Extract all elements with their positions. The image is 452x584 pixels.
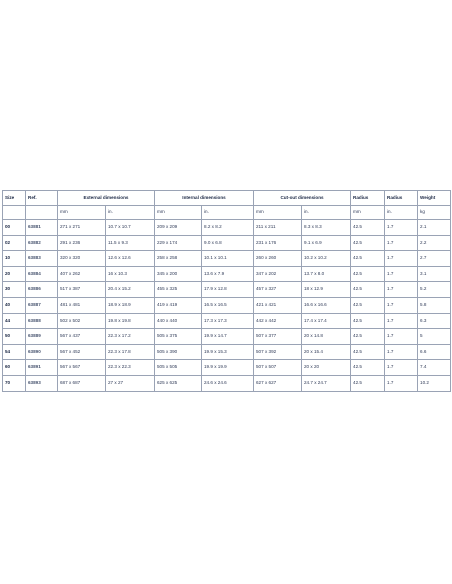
cell-ref: 63886 <box>26 282 58 298</box>
cell-external-in: 16 x 10.3 <box>106 266 155 282</box>
unit-cutout-in: in. <box>302 206 351 220</box>
cell-radius-in: 1.7 <box>385 375 418 391</box>
cell-internal-mm: 229 x 174 <box>155 235 202 251</box>
cell-radius-in: 1.7 <box>385 282 418 298</box>
cell-cutout-in: 10.2 x 10.2 <box>302 251 351 267</box>
cell-internal-mm: 209 x 209 <box>155 220 202 236</box>
cell-radius-in: 1.7 <box>385 266 418 282</box>
header-internal-dimensions: Internal dimensions <box>155 191 254 206</box>
cell-ref: 63883 <box>26 251 58 267</box>
cell-weight: 6.6 <box>418 344 451 360</box>
header-cutout-dimensions: Cut-out dimensions <box>254 191 351 206</box>
cell-weight: 5 <box>418 329 451 345</box>
header-weight: Weight <box>418 191 451 206</box>
cell-radius-in: 1.7 <box>385 220 418 236</box>
cell-weight: 5.2 <box>418 282 451 298</box>
cell-cutout-mm: 507 x 507 <box>254 360 302 376</box>
cell-cutout-in: 18 x 12.9 <box>302 282 351 298</box>
cell-ref: 63893 <box>26 375 58 391</box>
cell-internal-in: 19.9 x 19.9 <box>202 360 254 376</box>
cell-cutout-mm: 507 x 377 <box>254 329 302 345</box>
table-row <box>3 251 451 267</box>
cell-cutout-mm: 457 x 327 <box>254 282 302 298</box>
cell-cutout-mm: 442 x 442 <box>254 313 302 329</box>
cell-external-mm: 567 x 437 <box>58 329 106 345</box>
header-size: Size <box>3 191 26 206</box>
cell-external-mm: 271 x 271 <box>58 220 106 236</box>
cell-cutout-mm: 211 x 211 <box>254 220 302 236</box>
cell-ref: 63891 <box>26 360 58 376</box>
unit-external-in: in. <box>106 206 155 220</box>
cell-ref: 63884 <box>26 266 58 282</box>
unit-cutout-mm: mm <box>254 206 302 220</box>
cell-cutout-in: 13.7 x 8.0 <box>302 266 351 282</box>
cell-radius-mm: 42.5 <box>351 344 385 360</box>
cell-cutout-in: 17.4 x 17.4 <box>302 313 351 329</box>
unit-external-mm: mm <box>58 206 106 220</box>
cell-radius-in: 1.7 <box>385 360 418 376</box>
cell-radius-in: 1.7 <box>385 313 418 329</box>
spec-table-container <box>2 190 450 392</box>
cell-weight: 2.1 <box>418 220 451 236</box>
cell-internal-in: 13.6 x 7.9 <box>202 266 254 282</box>
cell-size: 02 <box>3 235 26 251</box>
cell-ref: 63882 <box>26 235 58 251</box>
dimensions-table <box>2 190 451 392</box>
cell-external-mm: 567 x 452 <box>58 344 106 360</box>
cell-external-in: 27 x 27 <box>106 375 155 391</box>
table-row <box>3 344 451 360</box>
table-row <box>3 235 451 251</box>
cell-cutout-mm: 231 x 176 <box>254 235 302 251</box>
cell-external-in: 22.3 x 17.2 <box>106 329 155 345</box>
cell-cutout-mm: 260 x 260 <box>254 251 302 267</box>
cell-radius-mm: 42.5 <box>351 220 385 236</box>
cell-internal-in: 8.2 x 8.2 <box>202 220 254 236</box>
cell-internal-mm: 345 x 200 <box>155 266 202 282</box>
cell-external-in: 22.3 x 22.3 <box>106 360 155 376</box>
cell-size: 54 <box>3 344 26 360</box>
cell-internal-mm: 440 x 440 <box>155 313 202 329</box>
cell-cutout-mm: 421 x 421 <box>254 297 302 313</box>
cell-internal-in: 9.0 x 6.8 <box>202 235 254 251</box>
header-ref: Ref. <box>26 191 58 206</box>
table-row <box>3 375 451 391</box>
cell-internal-mm: 455 x 325 <box>155 282 202 298</box>
cell-radius-mm: 42.5 <box>351 282 385 298</box>
header-radius-in: Radius <box>385 191 418 206</box>
cell-weight: 7.4 <box>418 360 451 376</box>
cell-weight: 10.2 <box>418 375 451 391</box>
cell-cutout-in: 20 x 20 <box>302 360 351 376</box>
table-body <box>3 220 451 392</box>
cell-external-mm: 517 x 387 <box>58 282 106 298</box>
cell-internal-mm: 625 x 625 <box>155 375 202 391</box>
cell-radius-mm: 42.5 <box>351 235 385 251</box>
cell-weight: 6.3 <box>418 313 451 329</box>
cell-external-in: 12.6 x 12.6 <box>106 251 155 267</box>
unit-internal-in: in. <box>202 206 254 220</box>
cell-internal-mm: 258 x 258 <box>155 251 202 267</box>
cell-cutout-in: 20 x 14.8 <box>302 329 351 345</box>
cell-ref: 63887 <box>26 297 58 313</box>
cell-radius-mm: 42.5 <box>351 375 385 391</box>
cell-internal-in: 17.3 x 17.3 <box>202 313 254 329</box>
cell-cutout-in: 8.3 x 8.3 <box>302 220 351 236</box>
cell-external-in: 18.9 x 18.9 <box>106 297 155 313</box>
cell-external-mm: 567 x 567 <box>58 360 106 376</box>
units-row <box>3 206 451 220</box>
cell-ref: 63890 <box>26 344 58 360</box>
cell-weight: 2.2 <box>418 235 451 251</box>
cell-internal-in: 19.9 x 14.7 <box>202 329 254 345</box>
cell-internal-in: 24.6 x 24.6 <box>202 375 254 391</box>
cell-size: 20 <box>3 266 26 282</box>
header-radius-mm: Radius <box>351 191 385 206</box>
cell-cutout-mm: 347 x 202 <box>254 266 302 282</box>
cell-external-mm: 687 x 687 <box>58 375 106 391</box>
cell-external-mm: 481 x 481 <box>58 297 106 313</box>
cell-radius-in: 1.7 <box>385 235 418 251</box>
cell-size: 30 <box>3 282 26 298</box>
unit-internal-mm: mm <box>155 206 202 220</box>
cell-external-in: 10.7 x 10.7 <box>106 220 155 236</box>
table-row <box>3 297 451 313</box>
unit-radius-in: in. <box>385 206 418 220</box>
cell-cutout-in: 16.6 x 16.6 <box>302 297 351 313</box>
cell-radius-mm: 42.5 <box>351 297 385 313</box>
cell-external-mm: 291 x 236 <box>58 235 106 251</box>
cell-internal-mm: 505 x 505 <box>155 360 202 376</box>
cell-internal-mm: 505 x 390 <box>155 344 202 360</box>
cell-radius-mm: 42.5 <box>351 313 385 329</box>
table-row <box>3 282 451 298</box>
table-row <box>3 266 451 282</box>
cell-external-in: 22.3 x 17.8 <box>106 344 155 360</box>
cell-size: 00 <box>3 220 26 236</box>
cell-radius-in: 1.7 <box>385 251 418 267</box>
cell-size: 70 <box>3 375 26 391</box>
cell-external-mm: 502 x 502 <box>58 313 106 329</box>
table-row <box>3 220 451 236</box>
cell-external-in: 19.8 x 19.8 <box>106 313 155 329</box>
cell-size: 40 <box>3 297 26 313</box>
cell-radius-mm: 42.5 <box>351 251 385 267</box>
header-external-dimensions: External dimensions <box>58 191 155 206</box>
cell-size: 44 <box>3 313 26 329</box>
cell-external-in: 11.5 x 9.3 <box>106 235 155 251</box>
unit-radius-mm: mm <box>351 206 385 220</box>
cell-internal-in: 19.9 x 15.3 <box>202 344 254 360</box>
cell-cutout-mm: 627 x 627 <box>254 375 302 391</box>
cell-weight: 3.1 <box>418 266 451 282</box>
cell-internal-mm: 505 x 375 <box>155 329 202 345</box>
cell-radius-mm: 42.5 <box>351 266 385 282</box>
cell-weight: 2.7 <box>418 251 451 267</box>
unit-weight-kg: kg <box>418 206 451 220</box>
cell-ref: 63881 <box>26 220 58 236</box>
cell-ref: 63889 <box>26 329 58 345</box>
units-size-empty <box>3 206 26 220</box>
table-row <box>3 313 451 329</box>
cell-internal-mm: 419 x 419 <box>155 297 202 313</box>
cell-ref: 63888 <box>26 313 58 329</box>
cell-size: 60 <box>3 360 26 376</box>
units-ref-empty <box>26 206 58 220</box>
cell-internal-in: 17.9 x 12.8 <box>202 282 254 298</box>
table-row <box>3 360 451 376</box>
cell-cutout-mm: 507 x 392 <box>254 344 302 360</box>
header-row <box>3 191 451 206</box>
cell-cutout-in: 24.7 x 24.7 <box>302 375 351 391</box>
cell-external-mm: 320 x 320 <box>58 251 106 267</box>
cell-radius-in: 1.7 <box>385 344 418 360</box>
cell-external-mm: 407 x 262 <box>58 266 106 282</box>
cell-cutout-in: 20 x 15.4 <box>302 344 351 360</box>
table-row <box>3 329 451 345</box>
cell-external-in: 20.4 x 15.2 <box>106 282 155 298</box>
cell-internal-in: 16.5 x 16.5 <box>202 297 254 313</box>
cell-radius-in: 1.7 <box>385 297 418 313</box>
cell-radius-mm: 42.5 <box>351 360 385 376</box>
cell-weight: 5.8 <box>418 297 451 313</box>
cell-cutout-in: 9.1 x 6.9 <box>302 235 351 251</box>
cell-internal-in: 10.1 x 10.1 <box>202 251 254 267</box>
cell-radius-in: 1.7 <box>385 329 418 345</box>
cell-size: 10 <box>3 251 26 267</box>
cell-radius-mm: 42.5 <box>351 329 385 345</box>
cell-size: 50 <box>3 329 26 345</box>
